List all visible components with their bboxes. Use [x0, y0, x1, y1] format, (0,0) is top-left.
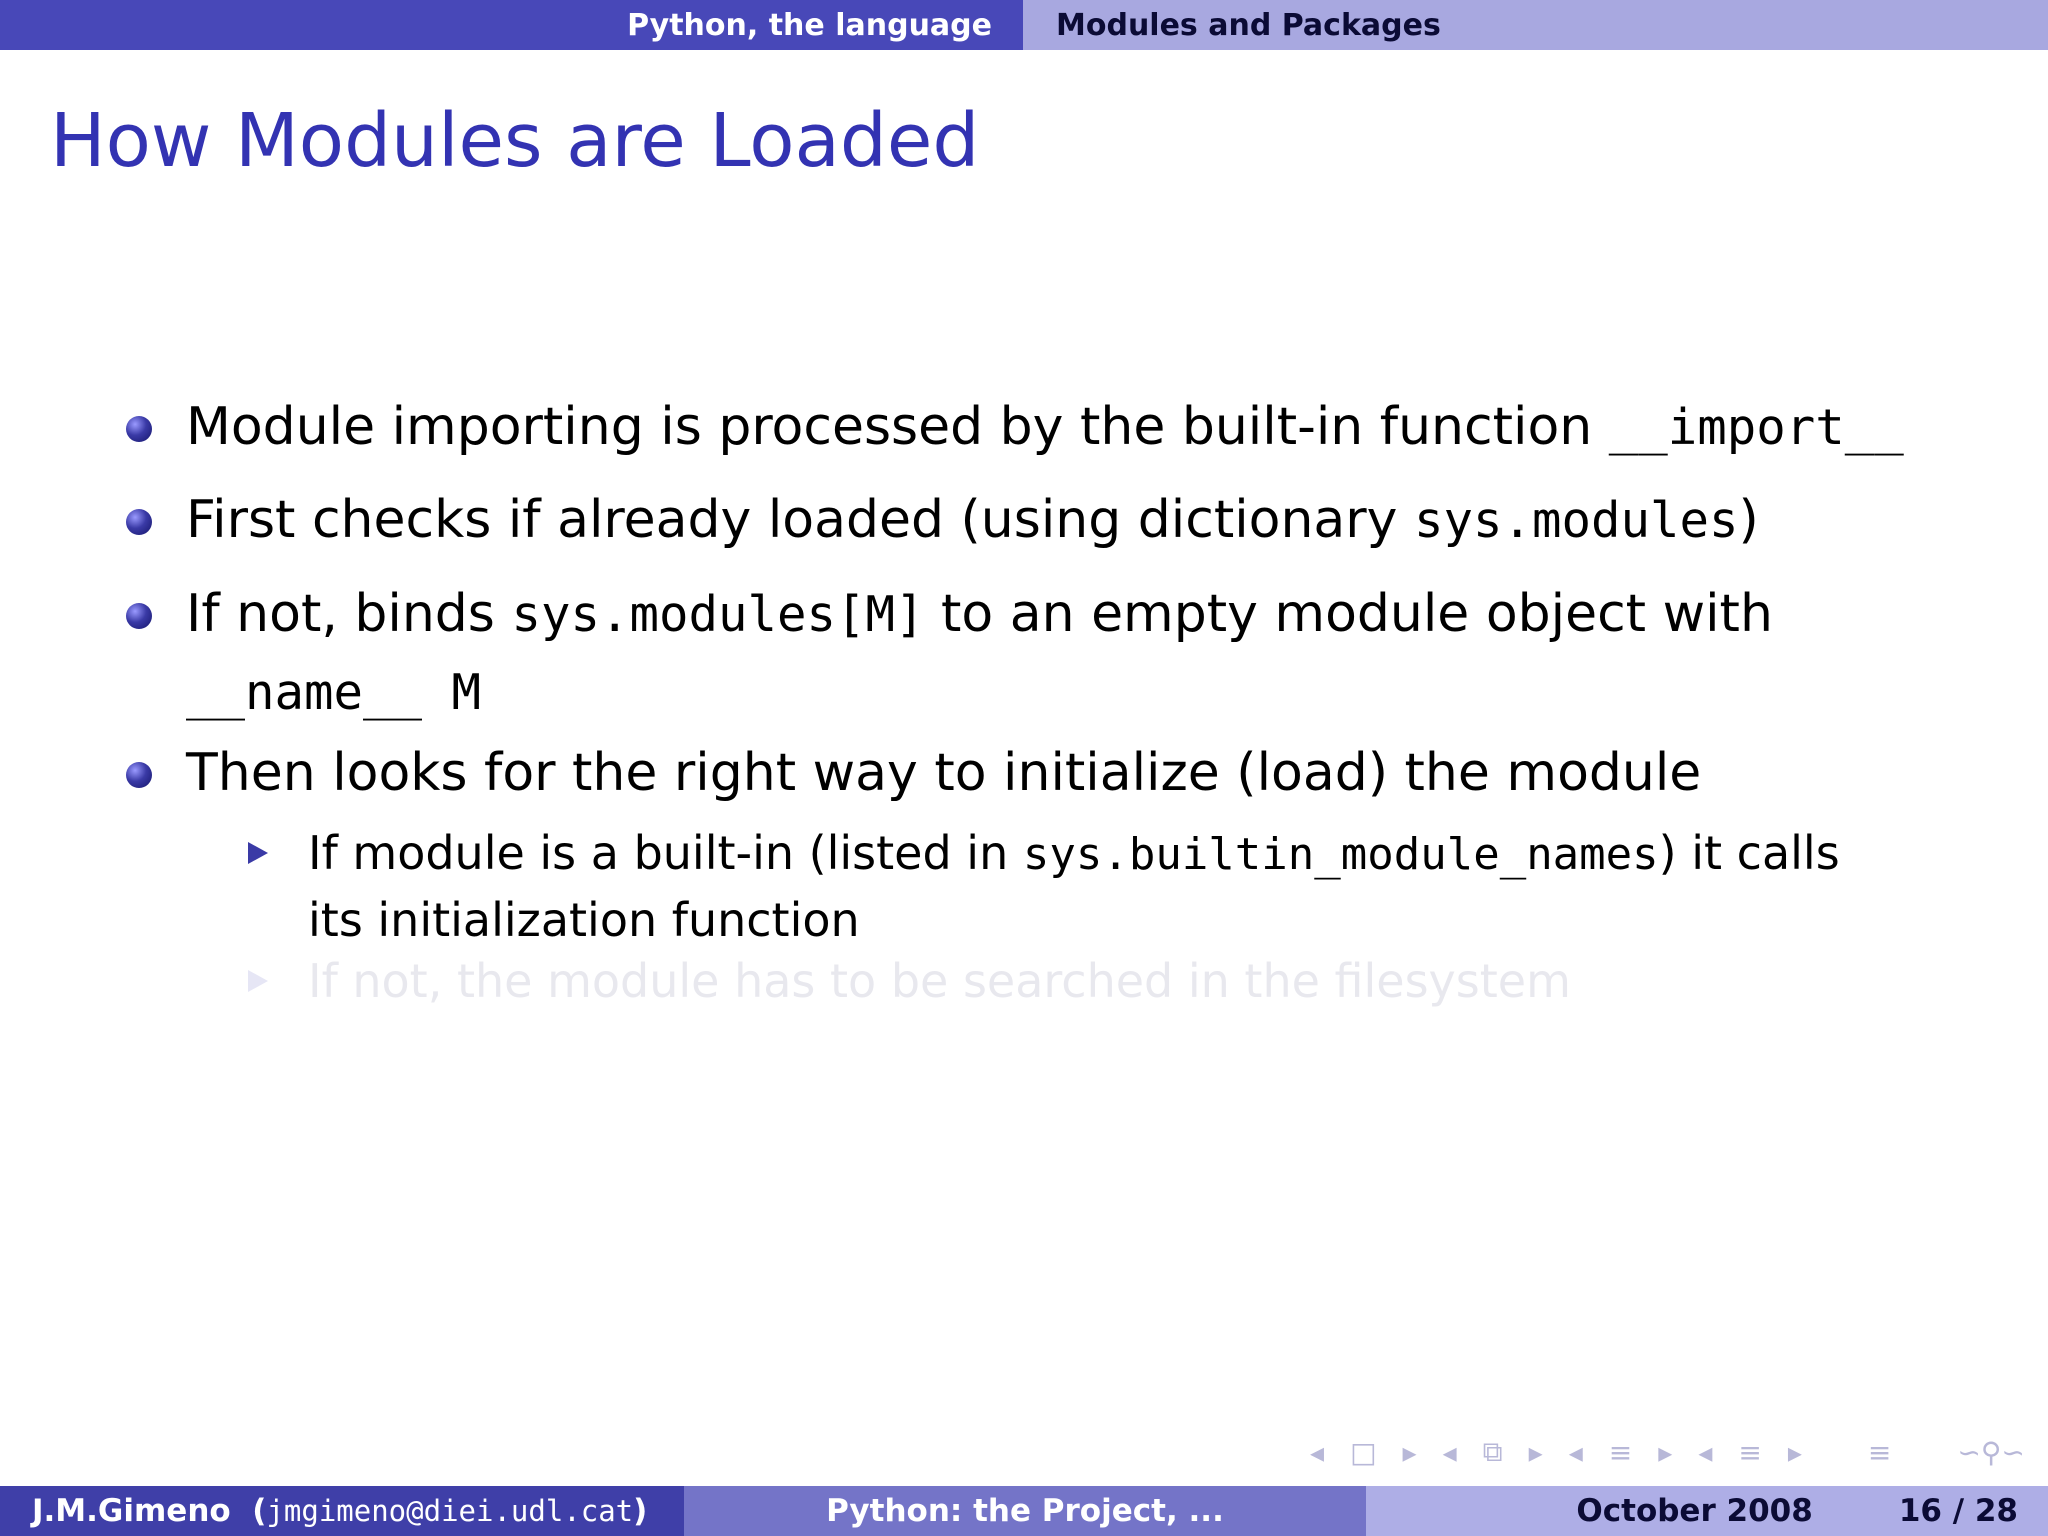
footer-author: J.M.Gimeno ( jmgimeno@diei.udl.cat ) [0, 1486, 684, 1536]
nav-toc-icon[interactable]: ≡ [1867, 1435, 1892, 1469]
sub-bullet-text-after: ) it calls [1658, 826, 1840, 880]
nav-subsection-prev-icon[interactable]: ◂ [1442, 1435, 1457, 1469]
nav-part-next-icon[interactable]: ▸ [1787, 1435, 1802, 1469]
bullet-code: __name__ M [186, 664, 482, 721]
bullet-text: Then looks for the right way to initialize (load) the module [186, 743, 1702, 803]
bullet-ball-icon [126, 416, 152, 442]
nav-section-prev-icon[interactable]: ◂ [1568, 1435, 1583, 1469]
bullet-text: First checks if already loaded (using dictionary [186, 490, 1414, 550]
bullet-code: __import__ [1608, 399, 1904, 456]
bullet-text-after: ) [1738, 490, 1759, 550]
sub-bullet-triangle-icon [248, 970, 268, 992]
bullet-item [186, 743, 1702, 803]
footer-email: jmgimeno@diei.udl.cat [266, 1494, 634, 1528]
sub-bullet-triangle-icon [248, 842, 268, 864]
bullet-code: sys.modules[M] [511, 586, 925, 643]
bullet-ball-icon [126, 762, 152, 788]
nav-subsection-next-icon[interactable]: ▸ [1528, 1435, 1543, 1469]
bullet-text: If not, binds [186, 584, 512, 644]
sub-bullet-item [308, 826, 1840, 880]
footer-bar [0, 1486, 2048, 1536]
bullet-item [186, 584, 1773, 644]
footer-date: October 2008 [1576, 1493, 1813, 1529]
footer-info [1366, 1486, 2048, 1536]
nav-frame-prev-icon[interactable]: ◂ [1310, 1435, 1325, 1469]
bullet-continuation [186, 664, 482, 721]
bullet-ball-icon [126, 603, 152, 629]
footer-author-name: J.M.Gimeno [32, 1493, 231, 1529]
nav-part-prev-icon[interactable]: ◂ [1698, 1435, 1713, 1469]
footer-page-number: 16 / 28 [1898, 1493, 2018, 1529]
nav-section-next-icon[interactable]: ▸ [1658, 1435, 1673, 1469]
bullet-item [186, 490, 1759, 550]
bullet-code: sys.modules [1413, 492, 1739, 549]
nav-frame-icon[interactable]: □ [1350, 1435, 1377, 1469]
sub-bullet-text: its initialization function [308, 893, 860, 947]
subsection-label: Modules and Packages [1056, 7, 1441, 43]
footer-title [684, 1486, 1366, 1536]
bullet-ball-icon [126, 509, 152, 535]
sub-bullet-code: sys.builtin_module_names [1022, 829, 1659, 880]
nav-section-icon[interactable]: ≡ [1608, 1435, 1633, 1469]
nav-search-icon[interactable]: ∽⚲∽ [1957, 1435, 2025, 1469]
bullet-item [186, 397, 1904, 457]
nav-frame-next-icon[interactable]: ▸ [1402, 1435, 1417, 1469]
footer-short-title: Python: the Project, ... [826, 1493, 1224, 1529]
sub-bullet-text: If module is a built-in (listed in [308, 826, 1023, 880]
nav-subsection-icon[interactable]: ⧉ [1482, 1435, 1503, 1468]
section-label: Python, the language [627, 7, 992, 43]
bullet-text: Module importing is processed by the built-in function [186, 397, 1609, 457]
nav-part-icon[interactable]: ≡ [1738, 1435, 1762, 1469]
sub-bullet-continuation [308, 893, 860, 947]
bullet-text-after: to an empty module object with [924, 584, 1773, 644]
beamer-navigation [1310, 1432, 2025, 1472]
sub-bullet-item-faded [308, 954, 1571, 1008]
sub-bullet-text: If not, the module has to be searched in the filesystem [308, 954, 1571, 1008]
slide-title: How Modules are Loaded [50, 98, 980, 184]
